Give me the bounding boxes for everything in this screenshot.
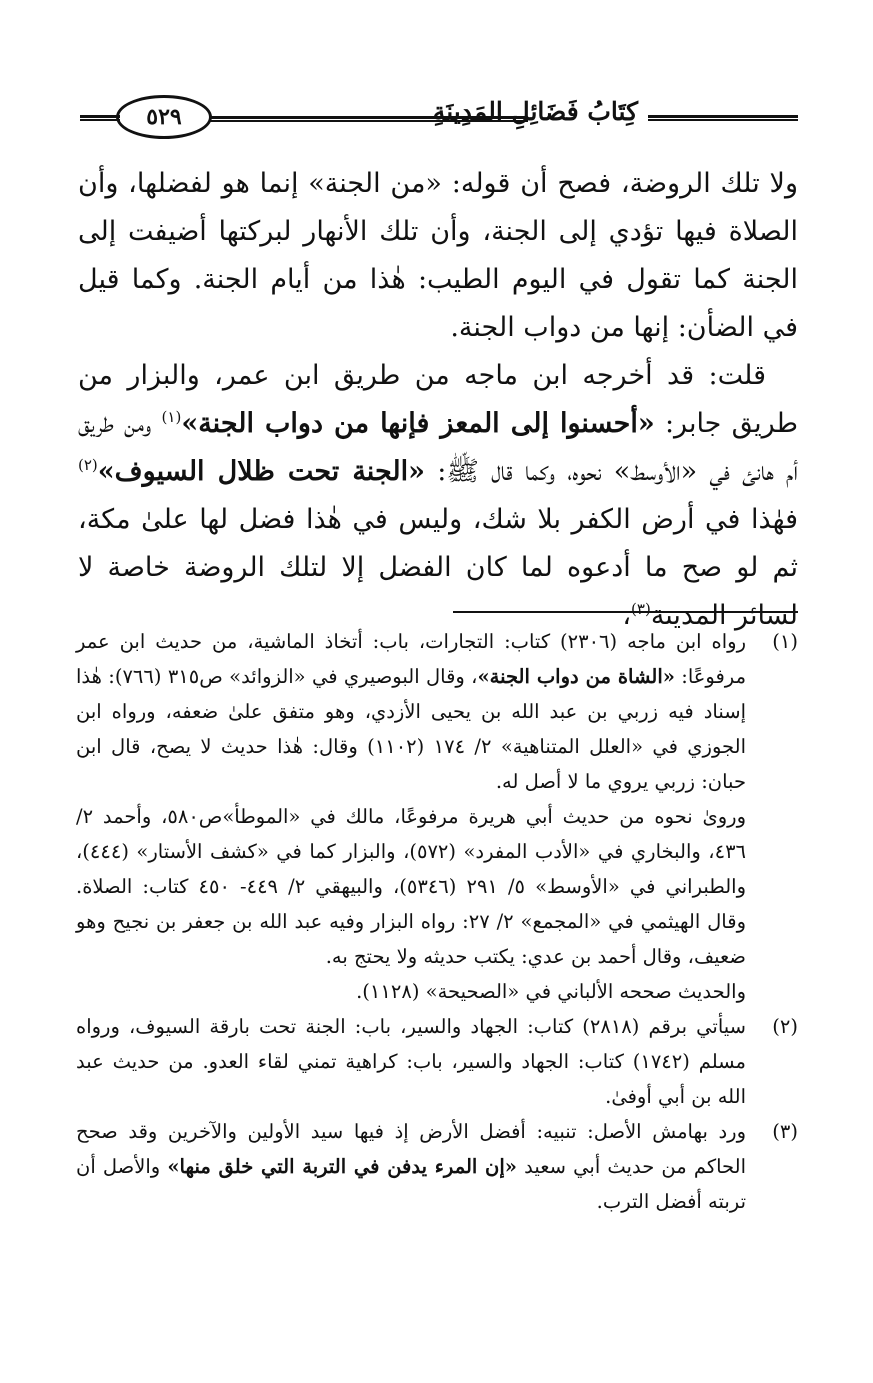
footnote-2-body: سيأتي برقم (٢٨١٨) كتاب: الجهاد والسير، باب: الجنة تحت بارقة السيوف، ورواه مسلم (١٧٤٢) كتاب: الجهاد والسير، باب: كراهية تمني لقاء العدو. من حديث عبد الله بن أبي أوفىٰ.: [76, 1015, 746, 1108]
footnote-1-text-d: والحديث صححه الألباني في «الصحيحة» (١١٢٨).: [356, 980, 746, 1003]
paragraph-1: ولا تلك الروضة، فصح أن قوله: «من الجنة» إنما هو لفضلها، وأن الصلاة فيها تؤدي إلى الجنة، وأن تلك الأنهار لبركتها أضيفت إلى الجنة كما تقول في اليوم الطيب: هٰذا من أيام الجنة. وكما قيل في الضأن: إنها من دواب الجنة.: [78, 168, 798, 343]
footnote-1-text-c: ورویٰ نحوه من حديث أبي هريرة مرفوعًا، مالك في «الموطأ»ص٥٨٠، وأحمد ٢/ ٤٣٦، والبخاري في «الأدب المفرد» (٥٧٢)، والبزار كما في «كشف الأستار» (٤٤٤)، والطبراني في «الأوسط» ٥/ ٢٩١ (٥٣٤٦)، والبيهقي ٢/ ٤٤٩- ٤٥٠ كتاب: الصلاة. وقال الهيثمي في «المجمع» ٢/ ٢٧: رواه البزار وفيه عبد الله بن جعفر بن نجيح وهو ضعيف، وقال أحمد بن عدي: يكتب حديثه ولا يحتج به.: [76, 805, 747, 968]
footnote-ref-1[interactable]: (١): [161, 408, 182, 426]
footnote-1-quote: «الشاة من دواب الجنة»: [477, 665, 675, 688]
header-rule-right: [648, 115, 798, 121]
book-title: كِتَابُ فَضَائِلِ المَدِينَةِ: [432, 97, 638, 126]
paragraph-2: [78, 352, 798, 640]
paragraph-2-text-b: ومن طريق أم هانئ في «الأوسط» نحوه، وكما قال ﷺ:: [78, 408, 798, 487]
footnote-1: [76, 624, 798, 1009]
footnotes: [76, 624, 798, 1219]
footnote-3: [76, 1114, 798, 1219]
footnote-3-number: (٣): [772, 1120, 798, 1143]
footnote-1-number: (١): [772, 630, 798, 653]
paragraph-2-end: ،: [622, 600, 632, 631]
paragraph-2-text-a: قلت: قد أخرجه ابن ماجه من طريق ابن عمر، والبزار من طريق جابر:: [78, 360, 799, 439]
footnote-2-number: (٢): [772, 1015, 798, 1038]
footnote-3-text-b: والأصل أن تربته أفضل الترب.: [76, 1155, 746, 1213]
header-rule-left: [80, 115, 120, 121]
footnote-divider: [453, 611, 798, 613]
footnote-1-body: [76, 624, 746, 799]
main-text: [78, 160, 798, 640]
page-header: [80, 95, 798, 145]
footnote-2: [76, 1009, 798, 1114]
footnote-3-quote: «إن المرء يدفن في التربة التي خلق منها»: [167, 1155, 517, 1178]
footnote-3-text-a: ورد بهامش الأصل: تنبيه: أفضل الأرض إذ فيها سيد الأولين والآخرين وقد صحح الحاكم من حديث أبي سعيد: [76, 1120, 747, 1178]
footnote-1-text-b: ، وقال البوصيري في «الزوائد» ص٣١٥ (٧٦٦): هٰذا إسناد فيه زربي بن عبد الله بن يحيى الأزدي، وهو متفق علىٰ ضعفه، ورواه ابن الجوزي في «العلل المتناهية» ٢/ ١٧٤ (١١٠٢) وقال: هٰذا حديث لا يصح، قال ابن حبان: زربي يروي ما لا أصل له.: [76, 665, 746, 793]
footnote-3-body: [76, 1114, 746, 1219]
page-number: ٥٢٩: [116, 95, 212, 139]
hadith-quote-2: «الجنة تحت ظلال السيوف»: [97, 456, 425, 487]
header-rule-middle: [204, 116, 528, 122]
footnote-ref-3[interactable]: (٣): [631, 600, 651, 618]
footnote-1-text-a: رواه ابن ماجه (٢٣٠٦) كتاب: التجارات، باب: أتخاذ الماشية، من حديث ابن عمر مرفوعًا:: [76, 630, 747, 688]
paragraph-2-text-c: فهٰذا في أرض الكفر بلا شك، وليس في هٰذا فضل لها علىٰ مكة، ثم لو صح ما أدعوه لما كان الفضل إلا لتلك الروضة خاصة لا لسائر المدينة: [78, 504, 798, 631]
hadith-quote-1: «أحسنوا إلى المعز فإنها من دواب الجنة»: [181, 408, 655, 439]
footnote-ref-2[interactable]: (٢): [78, 456, 98, 474]
